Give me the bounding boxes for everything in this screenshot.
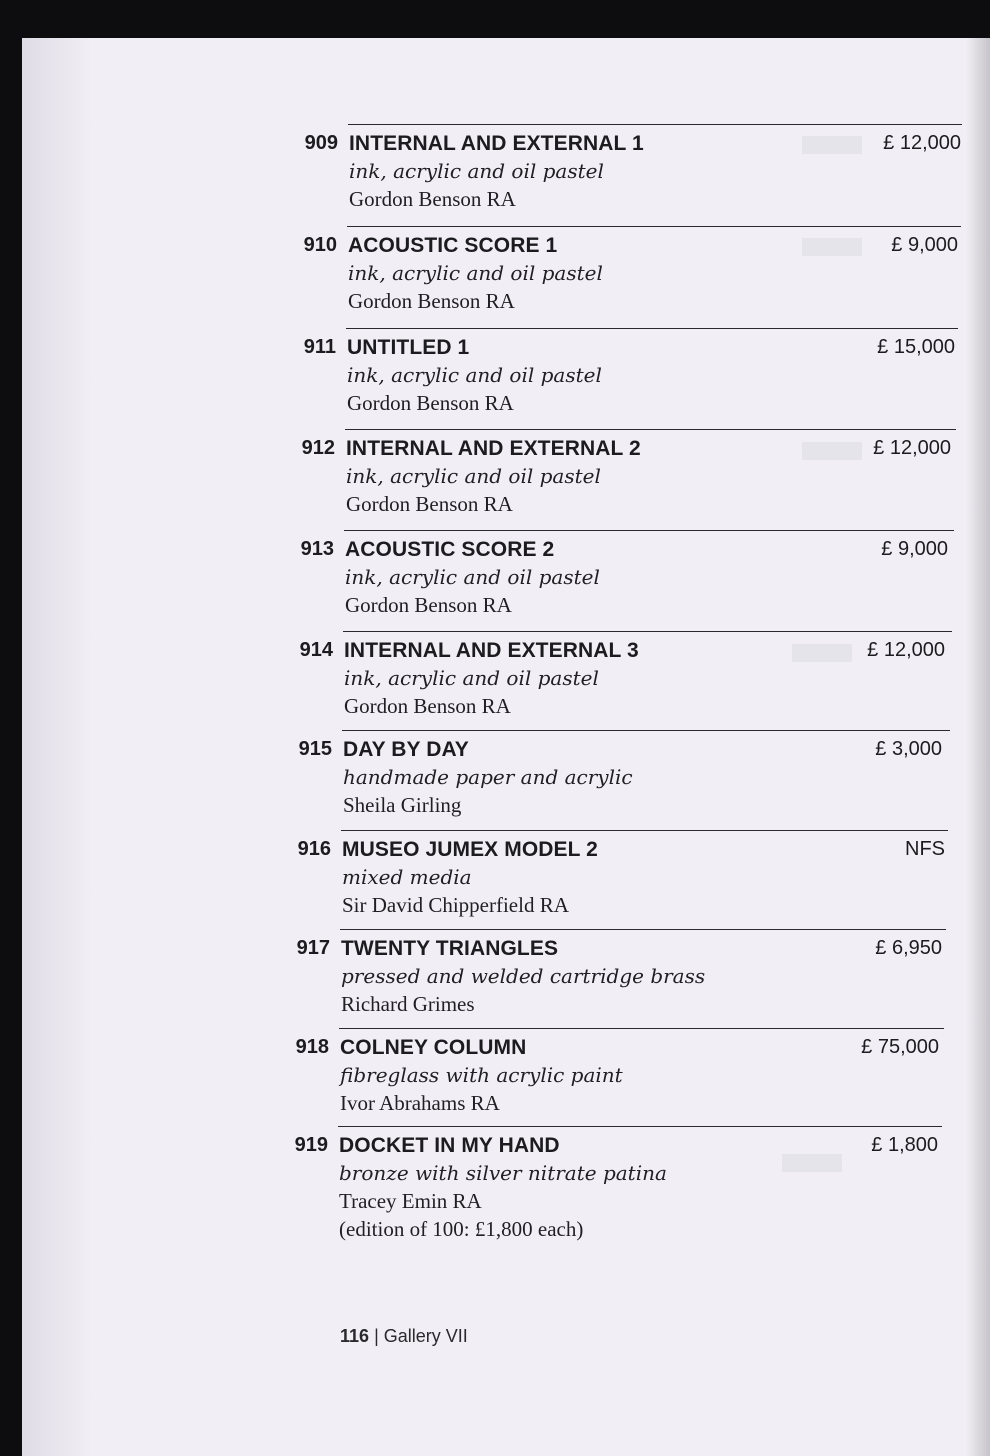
entry-number: 911	[303, 336, 336, 358]
catalogue-entry	[294, 530, 954, 630]
spine-shadow	[966, 38, 990, 1456]
footer-separator: |	[374, 1326, 379, 1346]
entry-divider	[347, 226, 961, 227]
entry-artist: Gordon Benson RA	[345, 593, 512, 617]
entry-divider	[343, 631, 952, 632]
catalogue-entry	[292, 730, 950, 830]
entry-number: 917	[296, 937, 330, 959]
entry-title: INTERNAL AND EXTERNAL 1	[349, 132, 644, 155]
entry-medium: ink, acrylic and oil pastel	[348, 261, 603, 285]
entry-medium: handmade paper and acrylic	[343, 765, 633, 789]
entry-price: £ 9,000	[891, 234, 958, 256]
catalogue-entry	[293, 631, 952, 731]
entry-divider	[341, 830, 948, 831]
entry-divider	[342, 730, 950, 731]
entry-price: £ 3,000	[875, 738, 942, 760]
catalogue-entry	[290, 929, 946, 1029]
entry-title: COLNEY COLUMN	[340, 1036, 527, 1059]
entry-price: £ 1,800	[871, 1134, 938, 1156]
entry-title: INTERNAL AND EXTERNAL 3	[344, 639, 639, 662]
entry-price: £ 75,000	[861, 1036, 939, 1058]
entry-artist: Gordon Benson RA	[347, 391, 514, 415]
entry-title: INTERNAL AND EXTERNAL 2	[346, 437, 641, 460]
entry-title: DAY BY DAY	[343, 738, 469, 761]
entry-medium: bronze with silver nitrate patina	[339, 1161, 667, 1185]
entry-price: £ 12,000	[883, 132, 961, 154]
entry-medium: ink, acrylic and oil pastel	[346, 464, 601, 488]
entry-artist: Tracey Emin RA	[339, 1189, 482, 1213]
entry-number: 915	[298, 738, 332, 760]
entry-artist: Sheila Girling	[343, 793, 462, 817]
catalogue-entry	[289, 1028, 944, 1128]
entry-number: 914	[299, 639, 333, 661]
entry-title: ACOUSTIC SCORE 2	[345, 538, 555, 561]
entry-price: £ 6,950	[875, 937, 942, 959]
entry-artist: Richard Grimes	[341, 992, 475, 1016]
entry-price: £ 12,000	[867, 639, 945, 661]
entry-medium: fibreglass with acrylic paint	[340, 1063, 623, 1087]
page-footer	[340, 1326, 468, 1347]
entry-medium: mixed media	[342, 865, 472, 889]
catalogue-entry	[296, 328, 958, 428]
entry-medium: ink, acrylic and oil pastel	[347, 363, 602, 387]
entry-number: 913	[300, 538, 334, 560]
entry-divider	[345, 429, 956, 430]
catalogue-entry	[288, 1126, 942, 1256]
entry-number: 910	[303, 234, 337, 256]
entry-medium: ink, acrylic and oil pastel	[345, 565, 600, 589]
catalogue-entry	[297, 226, 961, 326]
entry-price: £ 12,000	[873, 437, 951, 459]
section-name: Gallery VII	[383, 1326, 468, 1346]
entry-divider	[344, 530, 954, 531]
entry-divider	[348, 124, 962, 125]
entry-medium: ink, acrylic and oil pastel	[344, 666, 599, 690]
entry-artist: Gordon Benson RA	[344, 694, 511, 718]
entry-medium: ink, acrylic and oil pastel	[349, 159, 604, 183]
entry-number: 919	[294, 1134, 328, 1156]
entry-medium: pressed and welded cartridge brass	[341, 964, 706, 988]
catalogue-entry	[295, 429, 956, 529]
entry-price: £ 15,000	[877, 336, 955, 358]
entry-number: 918	[295, 1036, 329, 1058]
entry-price: NFS	[905, 838, 945, 860]
entry-title: DOCKET IN MY HAND	[339, 1134, 560, 1157]
entry-divider	[338, 1126, 942, 1127]
entry-title: TWENTY TRIANGLES	[341, 937, 559, 960]
entry-title: MUSEO JUMEX MODEL 2	[342, 838, 598, 861]
entry-number: 909	[304, 132, 338, 154]
entry-divider	[346, 328, 958, 329]
catalogue-entry	[298, 124, 962, 224]
entry-artist: Sir David Chipperfield RA	[342, 893, 569, 917]
entry-artist: Ivor Abrahams RA	[340, 1091, 500, 1115]
entry-divider	[340, 929, 946, 930]
entry-title: ACOUSTIC SCORE 1	[348, 234, 558, 257]
entry-edition: (edition of 100: £1,800 each)	[339, 1217, 584, 1241]
entry-title: UNTITLED 1	[347, 336, 470, 359]
entry-divider	[339, 1028, 944, 1029]
entry-artist: Gordon Benson RA	[349, 187, 516, 211]
page-number: 116	[340, 1326, 370, 1346]
catalogue-entry	[291, 830, 948, 930]
page-edge-shading	[22, 38, 92, 1456]
entry-artist: Gordon Benson RA	[346, 492, 513, 516]
entry-price: £ 9,000	[881, 538, 948, 560]
entry-number: 916	[297, 838, 331, 860]
entry-artist: Gordon Benson RA	[348, 289, 515, 313]
entry-number: 912	[301, 437, 335, 459]
